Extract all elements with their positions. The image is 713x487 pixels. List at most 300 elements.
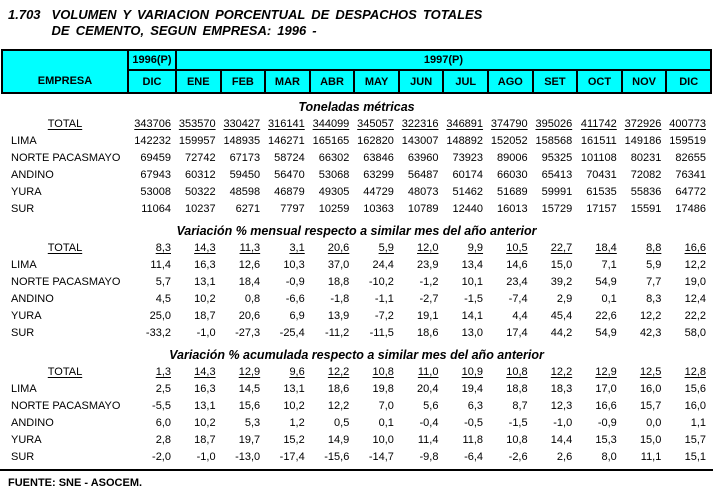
cell-value: 5,7	[155, 276, 171, 288]
row-label: ANDINO	[11, 417, 54, 429]
cell-value: 353570	[178, 118, 216, 130]
cell-value: 18,7	[194, 434, 216, 446]
cell-value: 19,8	[372, 383, 394, 395]
cell-value: 22,2	[684, 310, 706, 322]
cell-value: 8,8	[646, 242, 662, 254]
source-note: FUENTE: SNE - ASOCEM.	[8, 477, 143, 487]
cell-value: 2,6	[556, 451, 573, 463]
title-lines	[52, 7, 483, 39]
cell-value: 6,0	[155, 417, 171, 429]
cell-value: 23,4	[506, 276, 528, 288]
cell-value: 2,8	[155, 434, 171, 446]
row-label: SUR	[11, 327, 35, 339]
cell-value: 15,2	[283, 434, 305, 446]
cell-value: -27,3	[235, 327, 261, 339]
cell-value: 10259	[318, 203, 350, 215]
table-row	[2, 201, 711, 218]
cell-value: 12,2	[684, 259, 706, 271]
cell-value: 12,4	[684, 293, 706, 305]
row-label: NORTE PACASMAYO	[11, 152, 121, 164]
cell-value: -11,2	[325, 327, 350, 339]
cell-value: -2,7	[419, 293, 439, 305]
row-label: LIMA	[11, 259, 37, 271]
cell-value: 344099	[312, 118, 350, 130]
cell-value: 67943	[140, 169, 171, 181]
cell-value: 12,5	[639, 366, 662, 378]
cell-value: 54,9	[595, 327, 617, 339]
cell-value: 1,3	[155, 366, 171, 378]
cell-value: 12,0	[417, 242, 439, 254]
cell-value: 12,2	[639, 310, 662, 322]
cell-value: 10,9	[461, 366, 484, 378]
cell-value: 10237	[184, 203, 216, 215]
cell-value: 3,1	[289, 242, 305, 254]
cell-value: 95325	[541, 152, 573, 164]
cell-value: -1,0	[553, 417, 573, 429]
cell-value: 10789	[407, 203, 439, 215]
cell-value: 54,9	[595, 276, 617, 288]
row-label: YURA	[11, 310, 42, 322]
cell-value: 48073	[407, 186, 439, 198]
table-body	[2, 93, 711, 466]
cell-value: 13,9	[327, 310, 350, 322]
table-row	[2, 381, 711, 398]
cell-value: 10,5	[506, 242, 528, 254]
table-row	[2, 184, 711, 201]
cell-value: 69459	[140, 152, 171, 164]
cell-value: 7797	[280, 203, 305, 215]
cell-value: -9,8	[419, 451, 439, 463]
cell-value: 16,3	[194, 383, 216, 395]
cell-value: 63846	[363, 152, 394, 164]
data-table	[1, 49, 712, 466]
table-row	[2, 308, 711, 325]
cell-value: 7,0	[378, 400, 394, 412]
cell-value: 61535	[586, 186, 617, 198]
column-header-month: AGO	[488, 70, 533, 93]
cell-value: 12,2	[550, 366, 573, 378]
cell-value: 4,4	[512, 310, 528, 322]
row-label: YURA	[11, 434, 42, 446]
cell-value: 73923	[452, 152, 484, 164]
cell-value: 6,3	[467, 400, 484, 412]
cell-value: -0,9	[285, 276, 305, 288]
table-row	[2, 274, 711, 291]
cell-value: 15729	[541, 203, 573, 215]
cell-value: 10,8	[372, 366, 394, 378]
cell-value: -5,5	[152, 400, 171, 412]
table-row	[2, 449, 711, 466]
cell-value: 10,1	[461, 276, 484, 288]
row-label: LIMA	[11, 135, 37, 147]
cell-value: 60312	[184, 169, 216, 181]
cell-value: 48598	[229, 186, 261, 198]
section-heading: Variación % acumulada respecto a similar mes del año anterior	[169, 348, 544, 362]
cell-value: 142232	[134, 135, 171, 147]
table-row	[2, 364, 711, 381]
cell-value: 46879	[274, 186, 305, 198]
cell-value: 18,6	[327, 383, 350, 395]
cell-value: -1,0	[196, 327, 216, 339]
cell-value: -1,1	[374, 293, 394, 305]
column-header-month: MAY	[354, 70, 399, 93]
column-header-year-1997: 1997(P)	[176, 50, 711, 70]
cell-value: 50322	[184, 186, 216, 198]
cell-value: 56470	[274, 169, 305, 181]
cell-value: 12,6	[238, 259, 261, 271]
cell-value: 51462	[452, 186, 484, 198]
cell-value: 343706	[134, 118, 171, 130]
cell-value: -10,2	[368, 276, 394, 288]
cell-value: 22,6	[595, 310, 617, 322]
cell-value: 15,1	[684, 451, 706, 463]
cell-value: 9,6	[289, 366, 305, 378]
cell-value: -15,6	[324, 451, 350, 463]
cell-value: 10363	[363, 203, 394, 215]
cell-value: 60174	[452, 169, 484, 181]
cell-value: 14,5	[238, 383, 261, 395]
row-label: ANDINO	[11, 293, 54, 305]
cell-value: 11,4	[150, 259, 171, 271]
column-header-month: DIC	[128, 70, 176, 93]
cell-value: 19,7	[238, 434, 261, 446]
cell-value: 0,8	[244, 293, 261, 305]
cell-value: 12440	[452, 203, 484, 215]
cell-value: 2,9	[556, 293, 573, 305]
cell-value: 5,3	[244, 417, 261, 429]
cell-value: 152052	[490, 135, 528, 147]
title-line-2: DE CEMENTO, SEGUN EMPRESA: 1996 -	[51, 23, 317, 38]
cell-value: 76341	[675, 169, 706, 181]
column-header-month: ABR	[310, 70, 355, 93]
cell-value: 101108	[580, 152, 617, 164]
column-header-month: MAR	[265, 70, 310, 93]
table-row	[2, 291, 711, 308]
cell-value: 64772	[675, 186, 706, 198]
cell-value: 14,1	[461, 310, 484, 322]
cell-value: 15,6	[684, 383, 706, 395]
table-row	[2, 432, 711, 449]
row-label: TOTAL	[47, 118, 83, 130]
cell-value: 7,1	[601, 259, 617, 271]
cell-value: 59450	[229, 169, 261, 181]
cell-value: 15591	[630, 203, 662, 215]
cell-value: 45,4	[550, 310, 573, 322]
cell-value: 89006	[497, 152, 528, 164]
title-line-1: VOLUMEN Y VARIACION PORCENTUAL DE DESPACHOS TOTALES	[51, 7, 483, 22]
cell-value: -1,5	[508, 417, 528, 429]
cell-value: 17,0	[595, 383, 617, 395]
row-label: TOTAL	[47, 366, 83, 378]
cell-value: 162820	[357, 135, 394, 147]
column-header-empresa: EMPRESA	[2, 50, 128, 93]
cell-value: 8,0	[601, 451, 617, 463]
cell-value: 13,1	[194, 400, 216, 412]
cell-value: 58,0	[684, 327, 706, 339]
cell-value: -2,6	[508, 451, 528, 463]
row-label: TOTAL	[47, 242, 83, 254]
cell-value: 20,4	[417, 383, 439, 395]
cell-value: 165165	[312, 135, 350, 147]
cell-value: 14,3	[194, 366, 216, 378]
cell-value: 42,3	[639, 327, 662, 339]
year-header-row	[2, 50, 711, 70]
cell-value: 4,5	[155, 293, 171, 305]
cell-value: 12,3	[550, 400, 573, 412]
cell-value: 14,3	[194, 242, 216, 254]
cell-value: -7,4	[508, 293, 528, 305]
cell-value: 146271	[268, 135, 305, 147]
cell-value: 12,8	[684, 366, 706, 378]
cell-value: 15,6	[238, 400, 261, 412]
table-row	[2, 398, 711, 415]
section-heading-row	[2, 93, 711, 116]
cell-value: 55836	[630, 186, 662, 198]
column-header-month: NOV	[622, 70, 667, 93]
cell-value: 20,6	[327, 242, 350, 254]
report-title	[0, 0, 713, 39]
cell-value: 346891	[446, 118, 484, 130]
cell-value: 82655	[675, 152, 706, 164]
cell-value: 148935	[223, 135, 261, 147]
cell-value: 10,2	[194, 293, 216, 305]
cell-value: -13,0	[235, 451, 261, 463]
cell-value: 51689	[497, 186, 528, 198]
cell-value: 16,0	[684, 400, 706, 412]
cell-value: -14,7	[368, 451, 394, 463]
cell-value: 12,9	[238, 366, 261, 378]
cell-value: 18,6	[417, 327, 439, 339]
section-heading: Variación % mensual respecto a similar mes del año anterior	[176, 224, 537, 238]
row-label: SUR	[11, 203, 35, 215]
table-row	[2, 167, 711, 184]
cell-value: 16,0	[639, 383, 662, 395]
cell-value: 411742	[580, 118, 617, 130]
section-heading-row	[2, 218, 711, 240]
cell-value: 18,4	[595, 242, 617, 254]
cell-value: 161511	[580, 135, 617, 147]
cell-value: 330427	[223, 118, 261, 130]
cell-value: 13,1	[283, 383, 305, 395]
cell-value: 13,1	[194, 276, 216, 288]
cell-value: 8,3	[155, 242, 171, 254]
cell-value: 12,2	[327, 400, 350, 412]
cell-value: 39,2	[550, 276, 573, 288]
cell-value: 2,5	[155, 383, 171, 395]
cell-value: 44729	[363, 186, 394, 198]
cell-value: 65413	[541, 169, 573, 181]
cell-value: -6,6	[285, 293, 305, 305]
cell-value: -0,4	[419, 417, 439, 429]
cell-value: 11064	[141, 203, 171, 215]
cell-value: 143007	[401, 135, 439, 147]
cell-value: 14,4	[550, 434, 573, 446]
table-row	[2, 325, 711, 342]
cell-value: 18,8	[506, 383, 528, 395]
table-header	[2, 50, 711, 93]
cell-value: 44,2	[550, 327, 573, 339]
column-header-month: JUN	[399, 70, 444, 93]
cell-value: 18,4	[238, 276, 261, 288]
cell-value: -1,2	[419, 276, 439, 288]
cell-value: 53068	[318, 169, 350, 181]
cell-value: 19,4	[461, 383, 484, 395]
cell-value: 15,0	[550, 259, 573, 271]
cell-value: 12,2	[327, 366, 350, 378]
cell-value: 11,1	[640, 451, 662, 463]
cell-value: 18,3	[550, 383, 573, 395]
cell-value: 13,4	[461, 259, 484, 271]
table-row	[2, 133, 711, 150]
cell-value: 24,4	[372, 259, 394, 271]
cell-value: 395026	[535, 118, 573, 130]
table-row	[2, 257, 711, 274]
cell-value: 49305	[318, 186, 350, 198]
cell-value: -1,5	[464, 293, 484, 305]
cell-value: 322316	[401, 118, 439, 130]
cell-value: 400773	[669, 118, 706, 130]
cell-value: 17157	[586, 203, 617, 215]
table-row	[2, 415, 711, 432]
column-header-month: OCT	[577, 70, 622, 93]
cell-value: 58724	[274, 152, 305, 164]
cell-value: 5,9	[378, 242, 394, 254]
cell-value: 316141	[268, 118, 305, 130]
cell-value: 8,3	[646, 293, 662, 305]
cell-value: 63299	[363, 169, 394, 181]
column-header-month: SET	[533, 70, 578, 93]
cell-value: 10,2	[194, 417, 216, 429]
cell-value: 159957	[178, 135, 216, 147]
cell-value: 1,2	[289, 417, 305, 429]
cell-value: 6,9	[289, 310, 305, 322]
column-header-year-1996: 1996(P)	[128, 50, 176, 70]
cell-value: 9,9	[467, 242, 484, 254]
cell-value: 15,3	[595, 434, 617, 446]
cell-value: 25,0	[149, 310, 171, 322]
cell-value: 14,9	[327, 434, 350, 446]
cell-value: 10,3	[283, 259, 305, 271]
cell-value: 14,6	[506, 259, 528, 271]
cell-value: 22,7	[550, 242, 573, 254]
cell-value: 148892	[446, 135, 484, 147]
cell-value: 7,7	[646, 276, 662, 288]
cell-value: 16,3	[194, 259, 216, 271]
cell-value: 72742	[184, 152, 216, 164]
cell-value: 17,4	[506, 327, 528, 339]
row-label: LIMA	[11, 383, 37, 395]
cell-value: 11,0	[417, 366, 439, 378]
cell-value: -33,2	[145, 327, 171, 339]
cell-value: 63960	[407, 152, 439, 164]
cell-value: -2,0	[152, 451, 171, 463]
table-row	[2, 240, 711, 257]
cell-value: 16,6	[684, 242, 706, 254]
cell-value: 11,3	[239, 242, 261, 254]
cell-value: 80231	[630, 152, 662, 164]
cell-value: 11,4	[417, 434, 439, 446]
cell-value: 17486	[675, 203, 706, 215]
cell-value: 56487	[407, 169, 439, 181]
column-header-month: DIC	[666, 70, 711, 93]
cell-value: 6271	[235, 203, 261, 215]
row-label: NORTE PACASMAYO	[11, 400, 121, 412]
table-row	[2, 116, 711, 133]
cell-value: 13,0	[461, 327, 484, 339]
cell-value: 37,0	[327, 259, 350, 271]
cell-value: 16,6	[595, 400, 617, 412]
cell-value: 72082	[630, 169, 662, 181]
cell-value: 15,7	[639, 400, 662, 412]
row-label: ANDINO	[11, 169, 54, 181]
table-row	[2, 150, 711, 167]
cell-value: 19,1	[417, 310, 439, 322]
cell-value: 5,6	[423, 400, 439, 412]
cell-value: -25,4	[279, 327, 305, 339]
table-number: 1.703	[8, 7, 41, 22]
cell-value: 345057	[357, 118, 394, 130]
row-label: NORTE PACASMAYO	[11, 276, 121, 288]
cell-value: 374790	[490, 118, 528, 130]
cell-value: 12,9	[595, 366, 617, 378]
cell-value: 19,0	[684, 276, 706, 288]
cell-value: 10,2	[283, 400, 305, 412]
cell-value: 0,1	[378, 417, 394, 429]
cell-value: 18,8	[327, 276, 350, 288]
cell-value: 10,8	[506, 366, 528, 378]
cell-value: 15,0	[639, 434, 662, 446]
cell-value: 70431	[586, 169, 617, 181]
cell-value: 66302	[318, 152, 350, 164]
section-heading: Toneladas métricas	[298, 100, 415, 114]
cell-value: 59991	[541, 186, 573, 198]
cell-value: 159519	[669, 135, 706, 147]
row-label: YURA	[11, 186, 42, 198]
cell-value: 20,6	[238, 310, 261, 322]
cell-value: 16013	[497, 203, 528, 215]
cell-value: -7,2	[374, 310, 394, 322]
row-label: SUR	[11, 451, 35, 463]
cell-value: 18,7	[194, 310, 216, 322]
cell-value: 0,1	[601, 293, 617, 305]
cell-value: 158568	[535, 135, 573, 147]
cell-value: -1,8	[330, 293, 350, 305]
cell-value: 1,1	[690, 417, 706, 429]
column-header-month: FEB	[221, 70, 266, 93]
cell-value: 0,5	[334, 417, 350, 429]
cell-value: -0,9	[597, 417, 617, 429]
column-header-month: JUL	[443, 70, 488, 93]
cell-value: 149186	[624, 135, 662, 147]
cell-value: -0,5	[464, 417, 484, 429]
cell-value: -17,4	[279, 451, 305, 463]
cell-value: -1,0	[196, 451, 216, 463]
cell-value: 53008	[140, 186, 171, 198]
section-heading-row	[2, 342, 711, 364]
cell-value: -6,4	[464, 451, 484, 463]
cell-value: 8,7	[512, 400, 528, 412]
cell-value: 0,0	[646, 417, 662, 429]
cell-value: 23,9	[417, 259, 439, 271]
cell-value: 66030	[497, 169, 528, 181]
cell-value: 11,8	[462, 434, 484, 446]
cell-value: 67173	[229, 152, 261, 164]
cell-value: 5,9	[646, 259, 662, 271]
cell-value: 10,8	[506, 434, 528, 446]
cell-value: 15,7	[684, 434, 706, 446]
cell-value: 372926	[624, 118, 662, 130]
column-header-month: ENE	[176, 70, 221, 93]
